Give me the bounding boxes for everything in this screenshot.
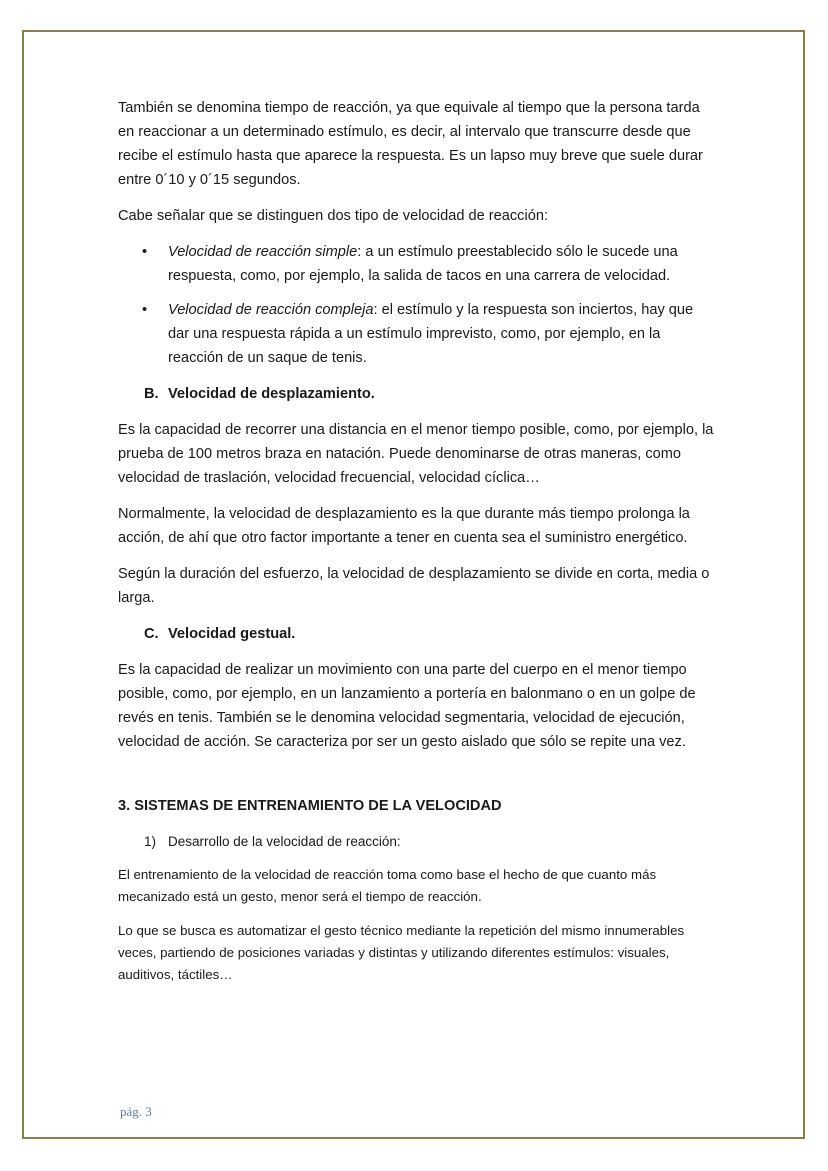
paragraph-displacement-energy: Normalmente, la velocidad de desplazamiento es la que durante más tiempo prolonga la acción, de ahí que otro factor importante a tener en cuenta sea el suministro energético. [118,506,690,546]
page-number: pág. 3 [120,1104,152,1119]
heading-letter: B. [144,386,159,402]
paragraph-training-automation: Lo que se busca es automatizar el gesto técnico mediante la repetición del mismo innumerables veces, partiendo de posiciones variadas y distintas y utilizando diferentes estímulos: visuales, auditivos, táctiles… [118,923,685,982]
bullet-text: : a un estímulo preestablecido sólo le sucede una respuesta, como, por ejemplo, la salida de tacos en una carrera de velocidad. [168,244,678,284]
paragraph-training-basis: El entrenamiento de la velocidad de reacción toma como base el hecho de que cuanto más mecanizado está un gesto, menor será el tiempo de reacción. [118,867,657,904]
list-item [118,298,718,370]
reaction-types-list [118,240,718,370]
heading-section-b [118,382,718,406]
paragraph-gestural-def: Es la capacidad de realizar un movimiento con una parte del cuerpo en el menor tiempo posible, como, por ejemplo, en un lanzamiento a portería en balonmano o en un golpe de revés en tenis. También se le denomina velocidad segmentaria, velocidad de ejecución, velocidad de acción. Se caracteriza por ser un gesto aislado que sólo se repite una vez. [118,662,696,750]
bullet-term: Velocidad de reacción compleja [168,302,374,318]
paragraph-reaction-time: También se denomina tiempo de reacción, ya que equivale al tiempo que la persona tarda en reaccionar a un determinado estímulo, es decir, al intervalo que transcurre desde que recibe el estímulo hasta que aparece la respuesta. Es un lapso muy breve que suele durar entre 0´10 y 0´15 segundos. [118,100,703,188]
item-text: Desarrollo de la velocidad de reacción: [168,834,401,849]
numbered-item [118,830,718,854]
heading-title: Velocidad de desplazamiento. [168,386,375,402]
page-content [118,96,718,998]
item-number: 1) [144,834,157,849]
bullet-icon: • [142,244,148,260]
bullet-term: Velocidad de reacción simple [168,244,358,260]
paragraph-displacement-def: Es la capacidad de recorrer una distancia en el menor tiempo posible, como, por ejemplo, la prueba de 100 metros braza en natación. Puede denominarse de otras maneras, como velocidad de traslación, velocidad frecuencial, velocidad cíclica… [118,422,714,486]
heading-letter: C. [144,626,159,642]
bullet-icon: • [142,302,148,318]
paragraph-displacement-duration: Según la duración del esfuerzo, la velocidad de desplazamiento se divide en corta, media o larga. [118,566,710,606]
bullet-text: : el estímulo y la respuesta son inciertos, hay que dar una respuesta rápida a un estímulo imprevisto, como, por ejemplo, en la reacción de un saque de tenis. [168,302,694,366]
heading-section-3: 3. SISTEMAS DE ENTRENAMIENTO DE LA VELOCIDAD [118,798,502,814]
heading-title: Velocidad gestual. [168,626,296,642]
paragraph-reaction-types-intro: Cabe señalar que se distinguen dos tipo de velocidad de reacción: [118,208,548,224]
list-item [118,240,718,288]
heading-section-c [118,622,718,646]
